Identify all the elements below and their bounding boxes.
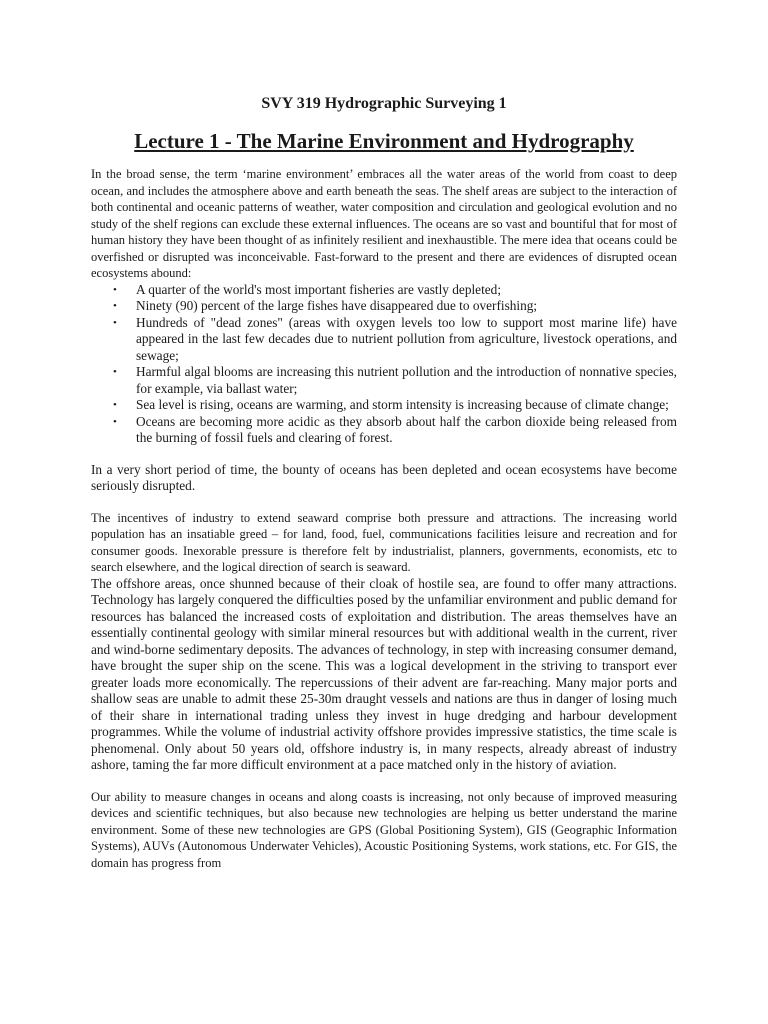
list-item: [91, 397, 677, 414]
list-item-text: Harmful algal blooms are increasing this nutrient pollution and the introduction of nonnative species, for example, via ballast water;: [136, 364, 677, 396]
list-item: [91, 364, 677, 397]
list-item: [91, 414, 677, 447]
list-item-text: A quarter of the world's most important fisheries are vastly depleted;: [136, 281, 502, 297]
list-item: [91, 315, 677, 365]
intro-paragraph: In the broad sense, the term ‘marine environment’ embraces all the water areas of the world from coast to deep ocean, and includes the atmosphere above and earth beneath the seas. The shelf areas are subject to the interaction of both continental and oceanic patterns of weather, water composition and circulation and geological evolution and no study of the shelf regions can exclude these external influences. The oceans are so vast and bountiful that for most of human history they have been thought of as infinitely resilient and inexhaustible. The mere idea that oceans could be overfished or disrupted was inconceivable. Fast-forward to the present and there are evidences of disrupted ocean ecosystems abound:: [91, 167, 677, 280]
list-item: [91, 298, 677, 315]
ocean-disruption-list: [91, 282, 677, 447]
spacer: [91, 447, 677, 462]
bullet-icon: •: [113, 415, 117, 428]
bullet-icon: •: [113, 283, 117, 296]
bullet-icon: •: [113, 366, 117, 378]
document-page: [91, 94, 677, 871]
list-item-text: Sea level is rising, oceans are warming, and storm intensity is increasing because of climate change;: [136, 397, 669, 412]
spacer: [91, 774, 677, 789]
summary-paragraph: In a very short period of time, the bounty of oceans has been depleted and ocean ecosystems have become seriously disrupted.: [91, 461, 677, 493]
incentives-paragraph: The incentives of industry to extend seaward comprise both pressure and attractions. The increasing world population has an insatiable greed – for land, food, fuel, communications facilities leisure and recreation and for consumer goods. Inexorable pressure is therefore felt by industrialist, planners, governments, economists, etc to search elsewhere, and the logical direction of search is seaward.: [91, 510, 677, 574]
bullet-icon: •: [113, 300, 117, 312]
list-item-text: Ninety (90) percent of the large fishes have disappeared due to overfishing;: [136, 298, 538, 313]
spacer: [91, 495, 677, 510]
list-item-text: Hundreds of "dead zones" (areas with oxygen levels too low to support most marine life) have appeared in the last few decades due to nutrient pollution from agriculture, livestock operations, and sewage;: [136, 314, 677, 363]
course-title: SVY 319 Hydrographic Surveying 1: [261, 95, 507, 112]
lecture-title: Lecture 1 - The Marine Environment and Hydrography: [134, 129, 634, 153]
bullet-icon: •: [113, 316, 117, 329]
bullet-icon: •: [113, 399, 117, 411]
list-item: [91, 282, 677, 299]
offshore-paragraph: The offshore areas, once shunned because of their cloak of hostile sea, are found to offer many attractions. Technology has largely conquered the difficulties posed by the unfamiliar environment and public demand for resources has balanced the increased costs of exploitation and distribution. The areas themselves have an essentially continental geology with similar mineral resources but with additional wealth in the current, river and wind-borne sedimentary deposits. The advances of technology, in step with increasing consumer demand, have brought the super ship on the scene. This was a logical development in the striving to transport ever greater loads more economically. The repercussions of their advent are far-reaching. Many major ports and shallow seas are unable to admit these 25-30m draught vessels and nations are thus in danger of losing much of their share in international trading unless they invest in huge dredging and harbour development programmes. While the volume of industrial activity offshore provides impressive statistics, the time scale is phenomenal. Only about 50 years old, offshore industry is, in many respects, already abreast of industry ashore, taming the far more difficult environment at a pace matched only in the history of aviation.: [91, 575, 677, 772]
measurement-paragraph: Our ability to measure changes in oceans and along coasts is increasing, not only because of improved measuring devices and scientific techniques, but also because new technologies are helping us better understand the marine environment. Some of these new technologies are GPS (Global Positioning System), GIS (Geographic Information Systems), AUVs (Autonomous Underwater Vehicles), Acoustic Positioning Systems, work stations, etc. For GIS, the domain has progress from: [91, 789, 677, 870]
list-item-text: Oceans are becoming more acidic as they absorb about half the carbon dioxide being released from the burning of fossil fuels and clearing of forest.: [136, 413, 677, 445]
